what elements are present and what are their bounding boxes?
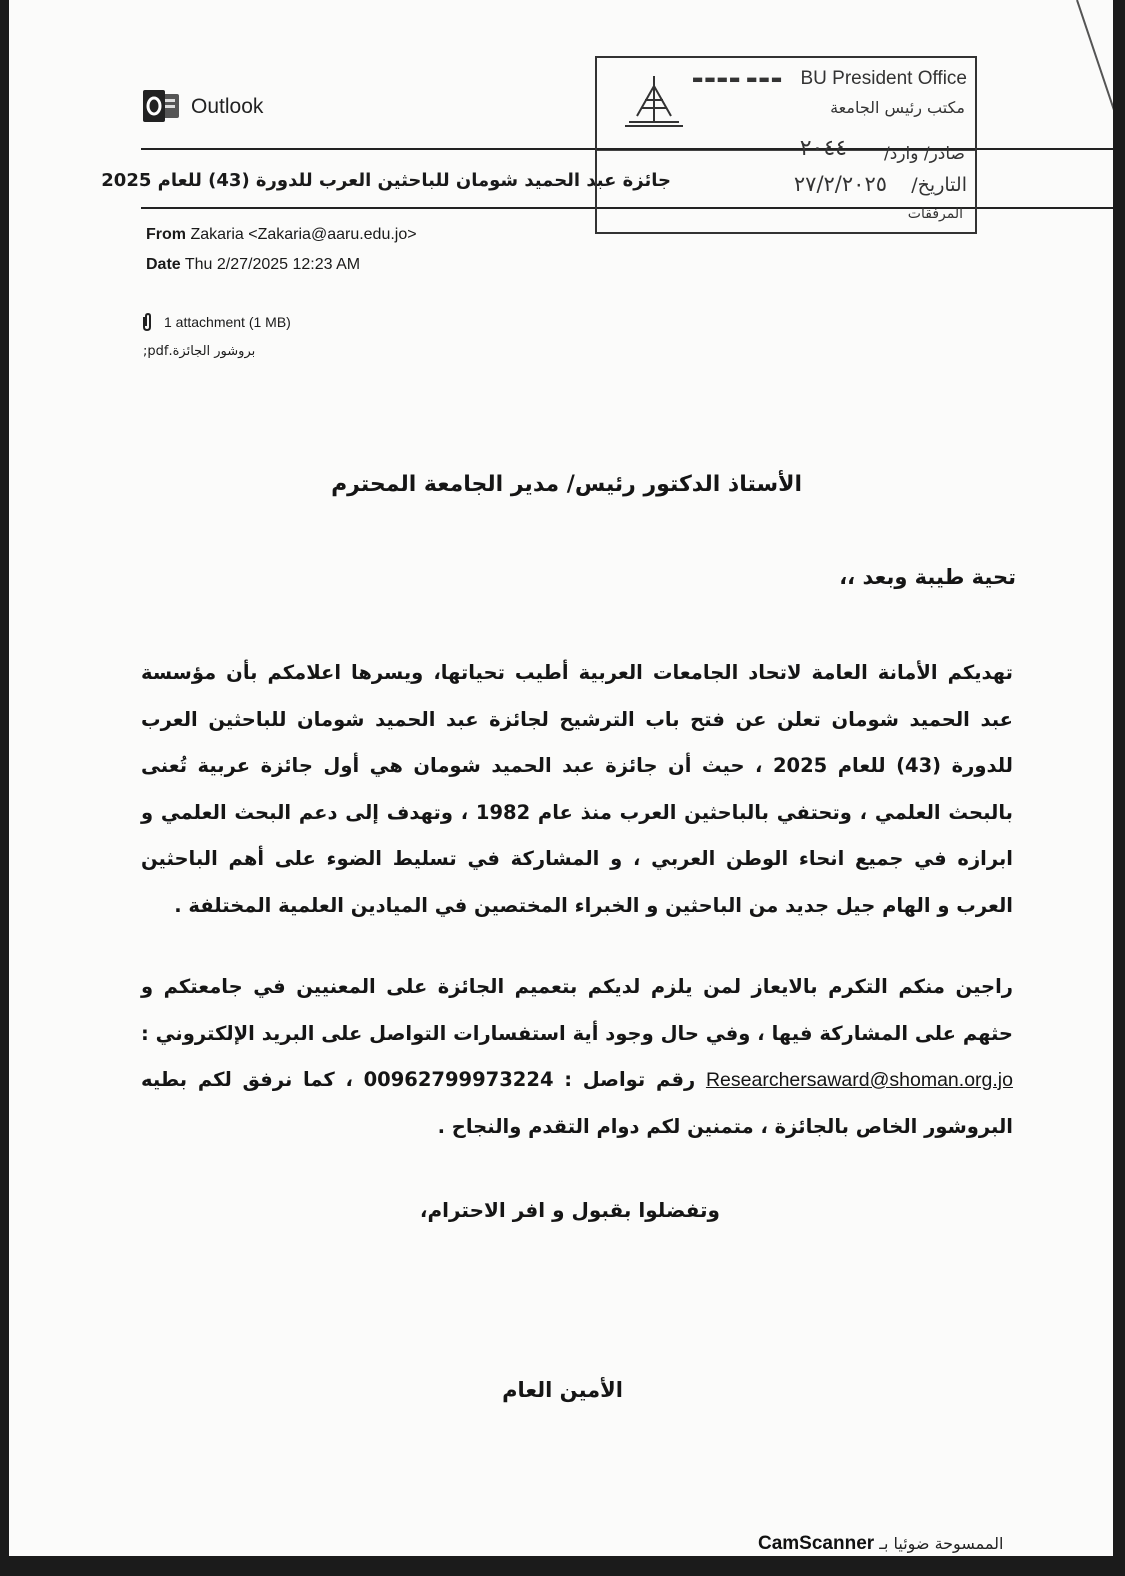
stamp-date-label: التاريخ/: [911, 174, 967, 196]
attachment-filename[interactable]: بروشور الجائزة.pdf;: [143, 344, 256, 359]
app-name: Outlook: [191, 95, 264, 118]
scanner-brand: CamScanner: [758, 1533, 875, 1554]
scanner-watermark: [758, 1533, 1003, 1555]
letter-signature: الأمين العام: [502, 1378, 623, 1402]
letter-closing: وتفضلوا بقبول و افر الاحترام،: [419, 1198, 720, 1222]
paperclip-icon: [141, 313, 153, 331]
letter-greeting: تحية طيبة وبعد ،،: [839, 565, 1016, 589]
letter-paragraph-1: تهديكم الأمانة العامة لاتحاد الجامعات العربية أطيب تحياتها، ويسرها اعلامكم بأن مؤسسة عبد الحميد شومان تعلن عن فتح باب الترشيح لجائزة عبد الحميد شومان للباحثين العرب للدورة (43) للعام 2025 ، حيث أن جائزة عبد الحميد شومان هي أول جائزة عربية تُعنى بالبحث العلمي ، وتحتفي بالباحثين العرب منذ عام 1982 ، وتهدف إلى دعم البحث العلمي و ابرازه في جميع انحاء الوطن العربي ، و المشاركة في تسليط الضوء على أهم الباحثين العرب و الهام جيل جديد من الباحثين و الخبراء المختصين في الميادين العلمية المختلفة .: [141, 661, 1013, 917]
attachment-summary[interactable]: 1 attachment (1 MB): [164, 314, 291, 330]
stamp-date-value: ٢٧/٢/٢٠٢٥: [793, 172, 887, 196]
contact-email-link[interactable]: Researchersaward@shoman.org.jo: [705, 1069, 1013, 1091]
from-label: From: [146, 226, 186, 243]
university-seal-icon: [619, 72, 689, 130]
pen-scribble-icon: [1069, 0, 1113, 140]
scanned-page: [9, 0, 1113, 1556]
date-line: [146, 256, 360, 274]
date-label: Date: [146, 256, 181, 273]
stamp-office-en: BU President Office: [800, 68, 967, 89]
from-line: [146, 226, 417, 244]
incoming-stamp: [595, 56, 977, 234]
email-subject: جائزة عبد الحميد شومان للباحثين العرب للدورة (43) للعام 2025: [101, 170, 671, 191]
stamp-university-lines: ▬▬▬▬ ▬▬▬: [692, 72, 784, 86]
letter-paragraph-2: [141, 964, 1013, 1150]
stamp-number: ٢٠٤٤: [799, 136, 847, 161]
stamp-outgoing-label: صادر/ وارد/: [884, 144, 965, 164]
paragraph-2-part-2: رقم تواصل : 00962799973224 ، كما نرفق لكم بطيه البروشور الخاص بالجائزة ، متمنين لكم دوام التقدم والنجاح .: [141, 1068, 1013, 1138]
letter-salutation: الأستاذ الدكتور رئيس/ مدير الجامعة المحترم: [331, 472, 802, 497]
paragraph-2-part-1: راجين منكم التكرم بالايعاز لمن يلزم لديكم بتعميم الجائزة على المعنيين في جامعتكم و حثهم على المشاركة فيها ، وفي حال وجود أية استفسارات التواصل على البريد الإلكتروني :: [141, 975, 1013, 1045]
outlook-logo-icon: [143, 90, 181, 122]
stamp-attachments-label: المرفقات: [907, 206, 963, 222]
from-value[interactable]: Zakaria <Zakaria@aaru.edu.jo>: [190, 226, 417, 243]
scanner-label-ar: الممسوحة ضوئيا بـ: [879, 1534, 1004, 1553]
stamp-office-ar: مكتب رئيس الجامعة: [830, 98, 965, 117]
date-value: Thu 2/27/2025 12:23 AM: [184, 256, 361, 273]
